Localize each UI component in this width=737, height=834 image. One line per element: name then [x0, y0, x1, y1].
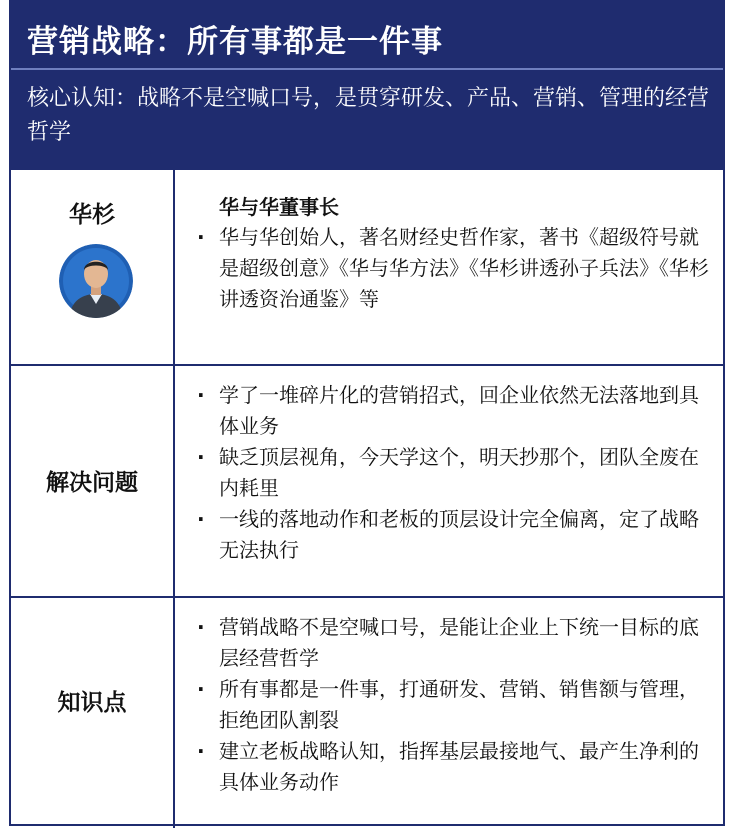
list-item: · 所有事都是一件事，打通研发、营销、销售额与管理，拒绝团队割裂 — [191, 674, 711, 736]
page-title: 营销战略：所有事都是一件事 — [27, 24, 443, 60]
list-item: · 学了一堆碎片化的营销招式，回企业依然无法落地到具体业务 — [191, 380, 711, 442]
title-divider — [11, 68, 723, 70]
problems-content — [191, 380, 711, 566]
knowledge-bullets — [191, 612, 711, 798]
speaker-cell — [11, 170, 175, 364]
knowledge-row — [11, 596, 723, 828]
speaker-name: 华杉 — [69, 202, 115, 228]
list-item: · 缺乏顶层视角，今天学这个，明天抄那个，团队全废在内耗里 — [191, 442, 711, 504]
page-subtitle: 核心认知：战略不是空喊口号，是贯穿研发、产品、营销、管理的经营哲学 — [27, 86, 710, 145]
problems-row — [11, 364, 723, 598]
problems-bullets — [191, 380, 711, 566]
speaker-info — [191, 192, 711, 315]
list-item: · 营销战略不是空喊口号，是能让企业上下统一目标的底层经营哲学 — [191, 612, 711, 674]
list-item: · 建立老板战略认知，指挥基层最接地气、最产生净利的具体业务动作 — [191, 736, 711, 798]
speaker-role: 华与华董事长 — [219, 195, 339, 219]
speaker-bullets — [191, 222, 711, 315]
knowledge-label: 知识点 — [57, 690, 127, 716]
list-item: · 一线的落地动作和老板的顶层设计完全偏离，定了战略无法执行 — [191, 504, 711, 566]
avatar-portrait — [59, 244, 133, 318]
avatar — [59, 244, 133, 318]
list-item: · 华与华创始人，著名财经史哲作家，著书《超级符号就是超级创意》《华与华方法》《华杉讲透孙子兵法》《华杉讲透资治通鉴》等 — [191, 222, 711, 315]
knowledge-content — [191, 612, 711, 798]
problems-cell — [11, 366, 175, 598]
header-banner — [11, 2, 723, 170]
speaker-row — [11, 170, 723, 364]
course-card — [9, 0, 725, 826]
problems-label: 解决问题 — [46, 470, 138, 496]
knowledge-cell — [11, 598, 175, 828]
